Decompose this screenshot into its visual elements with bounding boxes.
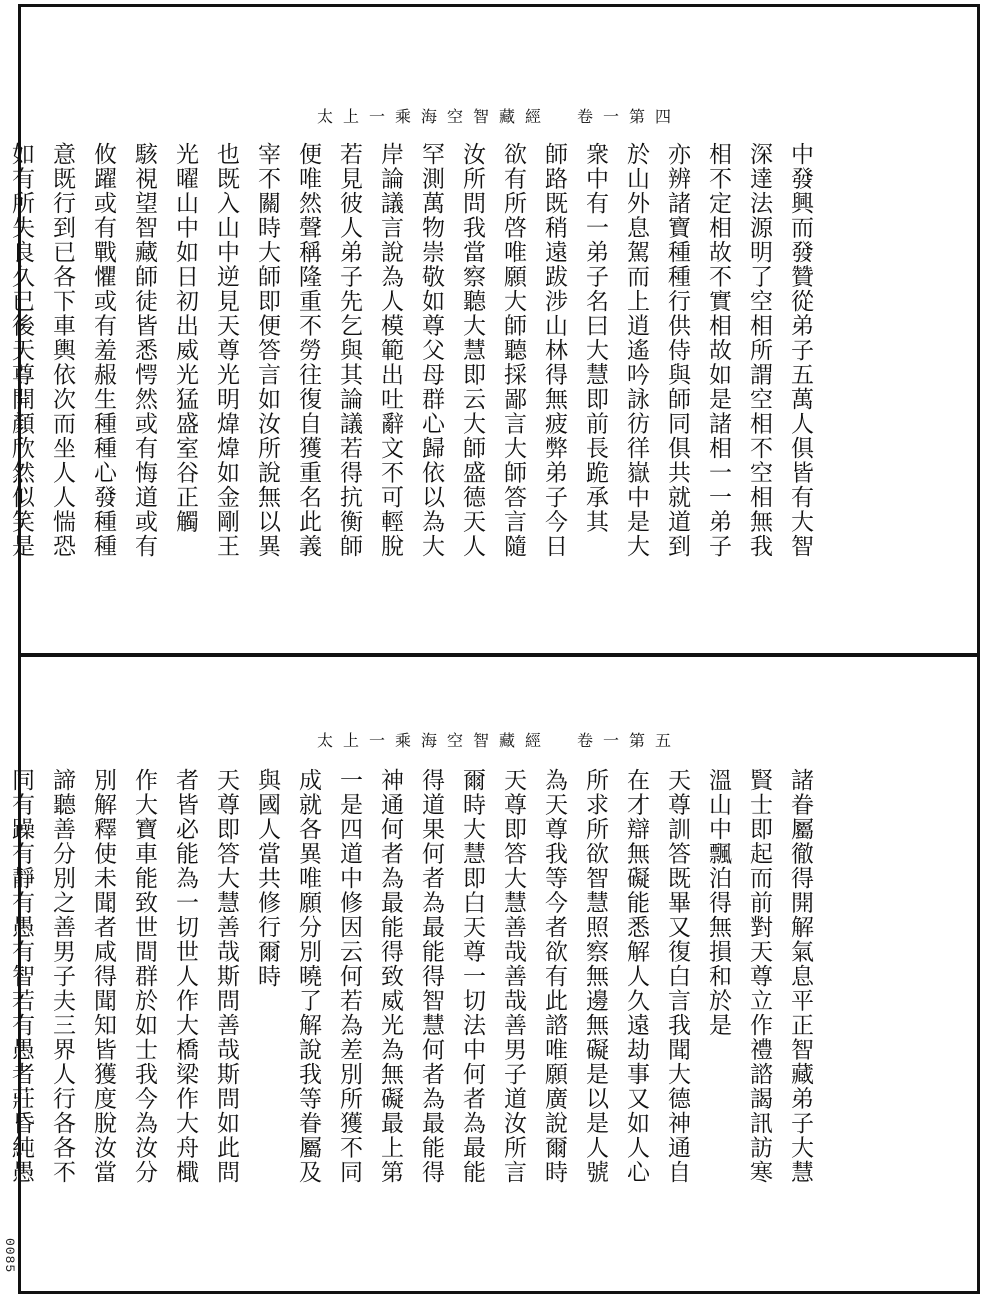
text-column: 深達法源明了空相所謂空相不空相無我 — [746, 142, 772, 559]
text-column: 一是四道中修因云何若為差別所獲不同 — [336, 768, 362, 1185]
text-column: 爾時大慧即白天尊一切法中何者為最能 — [459, 768, 485, 1185]
text-column: 中發興而發贊從弟子五萬人俱皆有大智 — [787, 142, 813, 559]
text-column: 者皆必能為一切世人作大橋梁作大舟檝 — [172, 768, 198, 1185]
text-column: 欲有所啓唯願大師聽採鄙言大師答言隨 — [500, 142, 526, 559]
text-column: 便唯然聲稱隆重不勞往復自獲重名此義 — [295, 142, 321, 559]
text-column: 賢士即起而前對天尊立作禮諮謁訊訪寒 — [746, 768, 772, 1185]
text-column: 相不定相故不實相故如是諸相一一弟子 — [705, 142, 731, 559]
text-column: 駭視望智藏師徒皆悉愕然或有悔道或有 — [131, 142, 157, 559]
text-column: 在才辯無礙能悉解人久遠劫事又如人心 — [623, 768, 649, 1185]
text-column: 也既入山中逆見天尊光明煒煒如金剛王 — [213, 142, 239, 559]
text-block-top — [8, 142, 820, 637]
text-column: 天尊即答大慧善哉斯問善哉斯問如此問 — [213, 768, 239, 1185]
text-column: 諦聽善分別之善男子夫三界人行各各不 — [49, 768, 75, 1185]
text-column: 神通何者為最能得致威光為無礙最上第 — [377, 768, 403, 1185]
text-column: 得道果何者為最能得智慧何者為最能得 — [418, 768, 444, 1185]
text-column: 天尊即答大慧善哉善哉善男子道汝所言 — [500, 768, 526, 1185]
text-column: 作大寶車能致世間群於如士我今為汝分 — [131, 768, 157, 1185]
text-column: 與國人當共修行爾時 — [254, 768, 280, 989]
page-divider — [18, 653, 980, 657]
text-column: 如有所失良久已後天尊開顏欣然似笑是 — [8, 142, 34, 559]
text-column: 若見彼人弟子先乞與其論議若得抗衡師 — [336, 142, 362, 559]
text-column: 諸眷屬徹得開解氣息平正智藏弟子大慧 — [787, 768, 813, 1185]
text-column: 溫山中飄泊得無損和於是 — [705, 768, 731, 1038]
text-column: 罕測萬物崇敬如尊父母群心歸依以為大 — [418, 142, 444, 559]
page-number: 0085 — [2, 1238, 17, 1274]
text-column: 成就各異唯願分別曉了解說我等眷屬及 — [295, 768, 321, 1185]
text-column: 岸論議言說為人模範出吐辭文不可輕脫 — [377, 142, 403, 559]
text-column: 宰不關時大師即便答言如汝所說無以異 — [254, 142, 280, 559]
text-column: 亦辨諸寶種種行供侍與師同俱共就道到 — [664, 142, 690, 559]
text-column: 汝所問我當察聽大慧即云大師盛德天人 — [459, 142, 485, 559]
text-column: 師路既稍遠跋涉山林得無疲弊弟子今日 — [541, 142, 567, 559]
text-column: 意既行到已各下車輿依次而坐人人惴恐 — [49, 142, 75, 559]
text-column: 為天尊我等今者欲有此諮唯願廣說爾時 — [541, 768, 567, 1185]
text-column: 所求所欲智慧照察無邊無礙是以是人號 — [582, 768, 608, 1185]
folio-bottom: 太上一乘海空智藏經 卷一第五 — [316, 731, 681, 750]
text-column: 別解釋使未聞者咸得聞知皆獲度脫汝當 — [90, 768, 116, 1185]
folio-top: 太上一乘海空智藏經 卷一第四 — [316, 107, 681, 126]
text-column: 於山外息駕而上逍遙吟詠彷徉嶽中是大 — [623, 142, 649, 559]
text-column: 光曜山中如日初出威光猛盛室谷正觸 — [172, 142, 198, 534]
text-column: 攸躍或有戰懼或有羞赧生種種心發種種 — [90, 142, 116, 559]
text-column: 天尊訓答既畢又復白言我聞大德神通自 — [664, 768, 690, 1185]
text-column: 同有躁有靜有愚有智若有愚者莊昏純愚 — [8, 768, 34, 1185]
text-column: 衆中有一弟子名曰大慧即前長跪承其 — [582, 142, 608, 534]
